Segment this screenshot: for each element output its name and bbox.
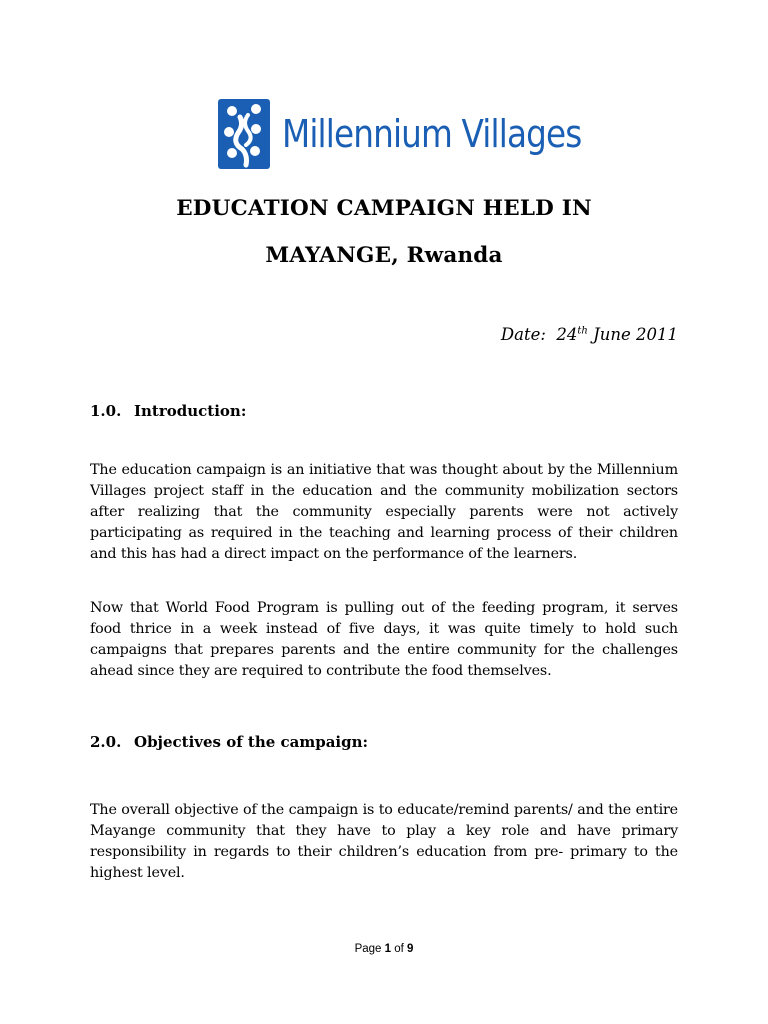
section-number: 2.0.	[90, 733, 122, 751]
footer-page-word: Page	[354, 943, 382, 955]
logo-figures-icon	[218, 99, 270, 169]
footer-current-page: 1	[384, 943, 392, 955]
document-title-line-1: EDUCATION CAMPAIGN HELD IN	[176, 196, 592, 221]
page-footer	[0, 943, 768, 955]
millennium-villages-logo	[218, 98, 630, 170]
footer-total-pages: 9	[407, 943, 414, 955]
intro-paragraph-1: The education campaign is an initiative that was thought about by the Millennium Villages project staff in the education and the community mobilization sectors after realizing that the community especially parents were not actively participating as required in the teaching and learning process of their children and this has had a direct impact on the performance of the learners.	[90, 462, 678, 562]
section-number: 1.0.	[90, 402, 122, 420]
intro-paragraph-2: Now that World Food Program is pulling out of the feeding program, it serves food thrice in a week instead of five days, it was quite timely to hold such campaigns that prepares parents and the entire community for the challenges ahead since they are required to contribute the food themselves.	[90, 600, 678, 679]
section-title: Introduction:	[134, 402, 247, 420]
date-month-year: June 2011	[593, 325, 678, 344]
objectives-paragraph-1: The overall objective of the campaign is to educate/remind parents/ and the entire Mayange community that they have to play a key role and have primary responsibility in regards to their children’s education from pre- primary to the highest level.	[90, 802, 678, 881]
footer-of-word: of	[394, 943, 404, 955]
section-heading-objectives	[90, 733, 368, 751]
date-day: 24	[556, 325, 578, 344]
document-title-line-2: MAYANGE, Rwanda	[265, 243, 503, 268]
document-date	[501, 325, 678, 344]
date-suffix: th	[577, 325, 588, 337]
section-heading-introduction	[90, 402, 246, 420]
date-label: Date:	[500, 325, 546, 344]
logo-wordmark: Millennium Villages	[282, 112, 582, 156]
section-title: Objectives of the campaign:	[134, 733, 369, 751]
